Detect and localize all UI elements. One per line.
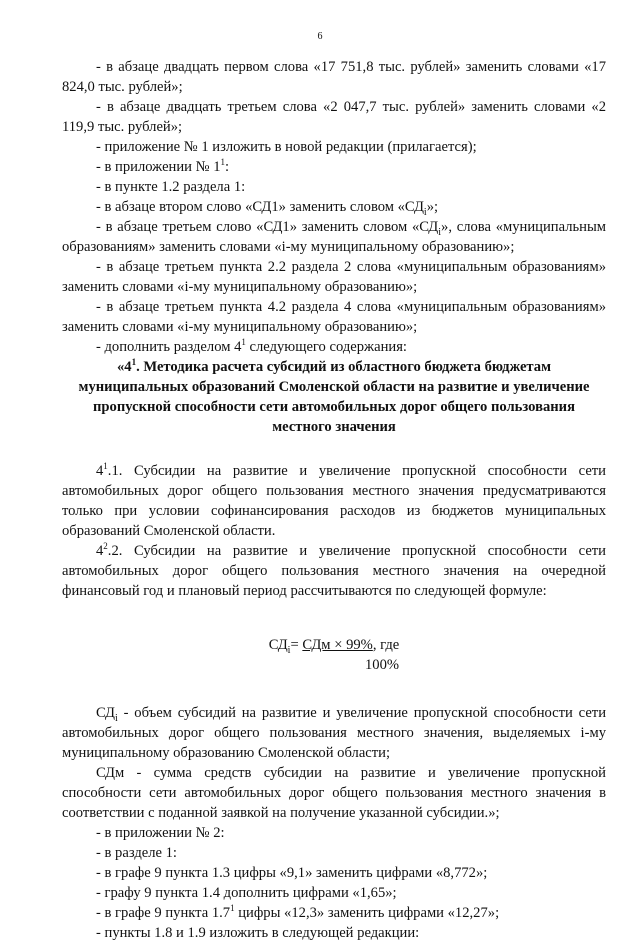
paragraph-4-1: $4^1.1$. Субсидии на развитие и увеличение пропускной способности сети автомобильных дорог общего пользования местного значения предусматриваются только при условии софинансирования расходов из бюджетов муниципальных образований Смоленской области.: [62, 461, 606, 539]
amendment-item: - в абзаце третьем слово «СД1» заменить словом «$СД_i$», слова «муниципальным образованиям» заменить словами «i-му муниципальному образованию»;: [62, 219, 606, 255]
amendment-item: - графу 9 пункта 1.4 дополнить цифрами «1,65»;: [96, 885, 397, 901]
amendment-item: - дополнить разделом $4^1$ следующего содержания:: [96, 337, 407, 355]
amendment-item: - в графе 9 пункта $1.7^1$ цифры «12,3» заменить цифрами «12,27»;: [96, 903, 500, 921]
definition-sdm: СДм - сумма средств субсидии на развитие и увеличение пропускной способности сети автомобильных дорог общего пользования местного значения в соответствии с поданной заявкой на получение указанной субсидии.»;: [62, 765, 606, 821]
amendment-item: - в абзаце двадцать третьем слова «2 047,7 тыс. рублей» заменить словами «2 119,9 тыс. рублей»;: [62, 99, 606, 135]
page-number: 6: [317, 31, 323, 42]
document-body: [62, 57, 606, 943]
formula-numerator: СДм × 99%: [302, 637, 373, 653]
amendment-item: - пункты 1.8 и 1.9 изложить в следующей редакции:: [96, 925, 420, 941]
amendment-item: - в абзаце двадцать первом слова «17 751,8 тыс. рублей» заменить словами «17 824,0 тыс. рублей»;: [62, 59, 606, 95]
amendment-item: - в пункте 1.2 раздела 1:: [96, 179, 246, 195]
amendment-item: - в приложении № 2:: [96, 825, 225, 841]
amendment-item: - в разделе 1:: [96, 845, 177, 861]
formula: $СД_i=$ СДм × 99%, где 100%: [62, 635, 606, 675]
amendment-item: - в абзаце третьем пункта 2.2 раздела 2 слова «муниципальным образованиям» заменить словами «i-му муниципальному образованию»;: [62, 259, 606, 295]
amendment-item: - в абзаце втором слово «СД1» заменить словом «$СД_i$»;: [96, 199, 439, 218]
amendment-item: - в графе 9 пункта 1.3 цифры «9,1» заменить цифрами «8,772»;: [96, 865, 488, 881]
amendment-item: - в приложении № $1^1$:: [96, 157, 230, 175]
formula-denominator: 100%: [364, 657, 400, 673]
section-title: «$4^1$. Методика расчета субсидий из областного бюджета бюджетам муниципальных образований Смоленской области на развитие и увеличение пропускной способности сети автомобильных дорог общего пользования местного значения: [78, 357, 590, 435]
amendment-item: - в абзаце третьем пункта 4.2 раздела 4 слова «муниципальным образованиям» заменить словами «i-му муниципальному образованию»;: [62, 299, 606, 335]
paragraph-4-2: $4^2.2$. Субсидии на развитие и увеличение пропускной способности сети автомобильных дорог общего пользования местного значения на очередной финансовый год и плановый период рассчитываются по следующей формуле:: [62, 541, 606, 599]
definition-sd-i: $СД_i$ - объем субсидий на развитие и увеличение пропускной способности сети автомобильных дорог общего пользования местного значения, выделяемых i-му муниципальному образованию Смоленской области;: [62, 705, 606, 761]
amendment-item: - приложение № 1 изложить в новой редакции (прилагается);: [96, 139, 477, 155]
